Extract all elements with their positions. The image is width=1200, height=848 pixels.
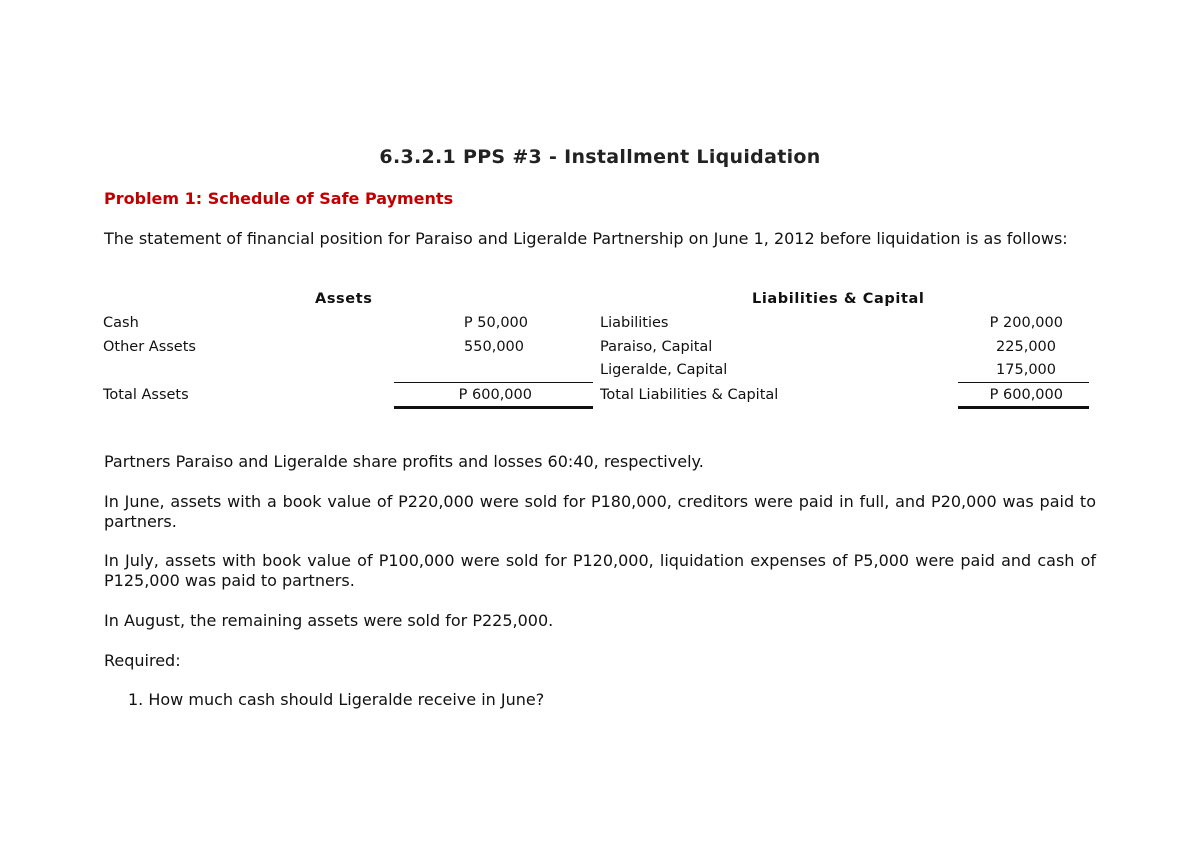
june-paragraph: In June, assets with a book value of P220,000 were sold for P180,000, creditors were paid in full, and P20,000 was paid to partners.: [104, 492, 1096, 531]
liab-label-paraiso: Paraiso, Capital: [600, 339, 713, 355]
asset-value-other: 550,000: [464, 339, 524, 355]
asset-label-other: Other Assets: [103, 339, 196, 355]
total-liab-label: Total Liabilities & Capital: [600, 387, 779, 403]
required-item-text: How much cash should Ligeralde receive in June?: [148, 690, 545, 709]
liab-label-liabilities: Liabilities: [600, 315, 669, 331]
liab-subtotal-rule: [958, 382, 1089, 383]
total-assets-value: P 600,000: [458, 387, 532, 403]
liab-total-rule: [958, 406, 1089, 409]
asset-label-cash: Cash: [103, 315, 139, 331]
liab-value-ligeralde: 175,000: [996, 362, 1056, 378]
liab-label-ligeralde: Ligeralde, Capital: [600, 362, 728, 378]
profit-share-paragraph: Partners Paraiso and Ligeralde share profits and losses 60:40, respectively.: [104, 452, 704, 471]
page-title: 6.3.2.1 PPS #3 - Installment Liquidation: [379, 146, 821, 168]
total-liab-value: P 600,000: [989, 387, 1063, 403]
july-paragraph: In July, assets with book value of P100,000 were sold for P120,000, liquidation expenses of P5,000 were paid and cash of P125,000 was paid to partners.: [104, 551, 1096, 590]
problem-heading: Problem 1: Schedule of Safe Payments: [104, 189, 454, 208]
liab-value-liabilities: P 200,000: [989, 315, 1063, 331]
assets-header: Assets: [315, 291, 373, 307]
total-assets-label: Total Assets: [103, 387, 189, 403]
liabilities-header: Liabilities & Capital: [752, 291, 925, 307]
required-item-number: 1.: [128, 690, 144, 709]
asset-value-cash: P 50,000: [463, 315, 528, 331]
required-label: Required:: [104, 651, 181, 670]
liab-value-paraiso: 225,000: [996, 339, 1056, 355]
assets-total-rule: [394, 406, 593, 409]
intro-paragraph: The statement of financial position for Paraiso and Ligeralde Partnership on June 1, 2012 before liquidation is as follows:: [104, 229, 1068, 248]
assets-subtotal-rule: [394, 382, 593, 383]
required-list: [128, 690, 544, 709]
august-paragraph: In August, the remaining assets were sold for P225,000.: [104, 611, 554, 630]
